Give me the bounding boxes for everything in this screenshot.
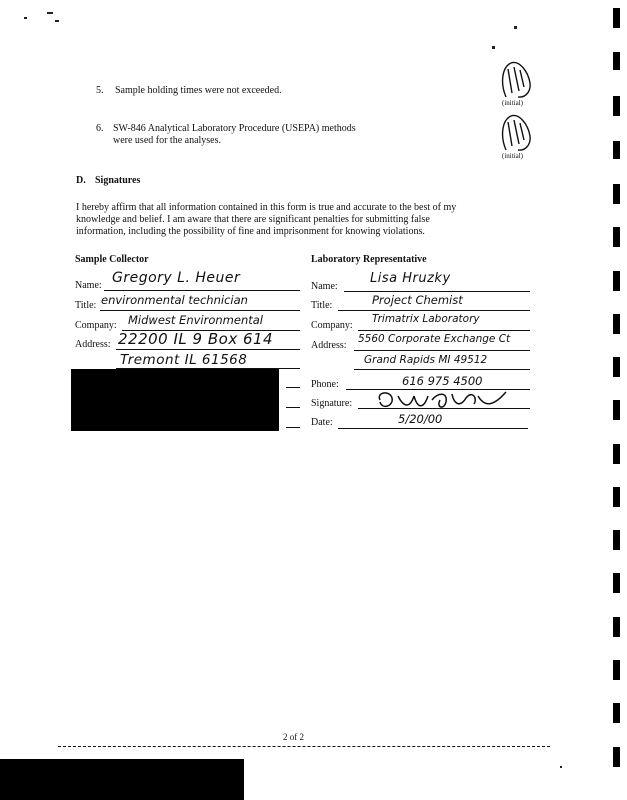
collector-company-value: Midwest Environmental bbox=[128, 313, 263, 327]
lab-address-line bbox=[354, 350, 530, 351]
section-label: D. bbox=[76, 175, 86, 186]
collector-title-label: Title: bbox=[75, 300, 97, 311]
scan-edge-mark bbox=[613, 96, 620, 116]
redaction-block bbox=[71, 369, 279, 431]
lab-name-label: Name: bbox=[311, 281, 338, 292]
footer-rule bbox=[58, 746, 550, 747]
lab-name-line bbox=[344, 291, 530, 292]
handwritten-initials-icon bbox=[494, 110, 538, 154]
scan-speck bbox=[514, 26, 517, 29]
scan-edge-mark bbox=[613, 530, 620, 550]
scan-edge-mark bbox=[613, 703, 620, 723]
scan-edge-mark bbox=[613, 573, 620, 593]
lab-phone-value: 616 975 4500 bbox=[402, 374, 483, 388]
scan-speck bbox=[492, 46, 495, 49]
affirmation-line-2: knowledge and belief. I am aware that there are significant penalties for submitting false bbox=[76, 214, 430, 225]
scan-edge-mark bbox=[613, 357, 620, 377]
initial-box-item-6 bbox=[494, 110, 538, 160]
lab-signature-line bbox=[358, 408, 530, 409]
lab-name-value: Lisa Hruzky bbox=[370, 271, 451, 286]
lab-address-line-2-rule bbox=[354, 369, 530, 370]
collector-extra-line bbox=[286, 407, 300, 408]
collector-title-value: environmental technician bbox=[101, 293, 248, 307]
lab-phone-label: Phone: bbox=[311, 379, 339, 390]
scan-edge-mark bbox=[613, 487, 620, 507]
scan-edge-mark bbox=[613, 8, 620, 28]
collector-company-label: Company: bbox=[75, 320, 117, 331]
collector-extra-line bbox=[286, 387, 300, 388]
item-5-number: 5. bbox=[96, 85, 104, 96]
lab-date-label: Date: bbox=[311, 417, 333, 428]
scan-speck bbox=[24, 17, 27, 19]
scan-edge-mark bbox=[613, 400, 620, 420]
initial-box-item-5 bbox=[494, 57, 538, 107]
lab-address-line-1: 5560 Corporate Exchange Ct bbox=[358, 333, 511, 345]
item-6-line-1: SW-846 Analytical Laboratory Procedure (USEPA) methods bbox=[113, 123, 356, 134]
scan-edge-mark bbox=[613, 52, 620, 70]
lab-company-label: Company: bbox=[311, 320, 353, 331]
handwritten-initials-icon bbox=[494, 57, 538, 101]
item-5-text: Sample holding times were not exceeded. bbox=[115, 85, 282, 96]
collector-name-line bbox=[104, 290, 300, 291]
lab-title-label: Title: bbox=[311, 300, 333, 311]
lab-heading: Laboratory Representative bbox=[311, 254, 427, 265]
scan-edge-mark bbox=[613, 660, 620, 680]
lab-date-value: 5/20/00 bbox=[398, 412, 443, 426]
collector-extra-line bbox=[286, 427, 300, 428]
item-6-number: 6. bbox=[96, 123, 104, 134]
section-title: Signatures bbox=[95, 175, 141, 186]
collector-title-line bbox=[100, 310, 300, 311]
scan-edge-mark bbox=[613, 227, 620, 247]
page-number: 2 of 2 bbox=[283, 732, 304, 742]
lab-title-value: Project Chemist bbox=[372, 293, 463, 307]
lab-date-line bbox=[338, 428, 528, 429]
collector-heading: Sample Collector bbox=[75, 254, 149, 265]
scan-edge-mark bbox=[613, 271, 620, 291]
initial-label: (initial) bbox=[502, 99, 523, 107]
scan-speck bbox=[560, 766, 562, 768]
scan-edge-mark bbox=[613, 314, 620, 334]
lab-address-label: Address: bbox=[311, 340, 347, 351]
lab-company-line bbox=[358, 330, 530, 331]
collector-name-value: Gregory L. Heuer bbox=[112, 270, 241, 286]
collector-address-line-2: Tremont IL 61568 bbox=[120, 352, 248, 368]
collector-address-line-1: 22200 IL 9 Box 614 bbox=[118, 330, 274, 348]
scan-edge-mark bbox=[613, 184, 620, 204]
collector-name-label: Name: bbox=[75, 280, 102, 291]
scan-speck bbox=[47, 12, 53, 14]
lab-address-line-2: Grand Rapids MI 49512 bbox=[364, 354, 488, 366]
footer-redaction bbox=[0, 759, 244, 800]
scan-speck bbox=[55, 20, 59, 22]
scan-edge-mark bbox=[613, 617, 620, 637]
scan-edge-mark bbox=[613, 747, 620, 767]
collector-address-line bbox=[116, 349, 300, 350]
affirmation-line-3: information, including the possibility of fine and imprisonment for knowing violations. bbox=[76, 226, 425, 237]
affirmation-line-1: I hereby affirm that all information contained in this form is true and accurate to the best of my bbox=[76, 202, 457, 213]
scan-edge-mark bbox=[613, 141, 620, 159]
collector-address-label: Address: bbox=[75, 339, 111, 350]
scan-edge-mark bbox=[613, 444, 620, 464]
lab-signature-label: Signature: bbox=[311, 398, 353, 409]
item-6-line-2: were used for the analyses. bbox=[113, 135, 222, 146]
lab-company-value: Trimatrix Laboratory bbox=[372, 313, 480, 325]
lab-title-line bbox=[338, 310, 530, 311]
initial-label: (initial) bbox=[502, 152, 523, 160]
